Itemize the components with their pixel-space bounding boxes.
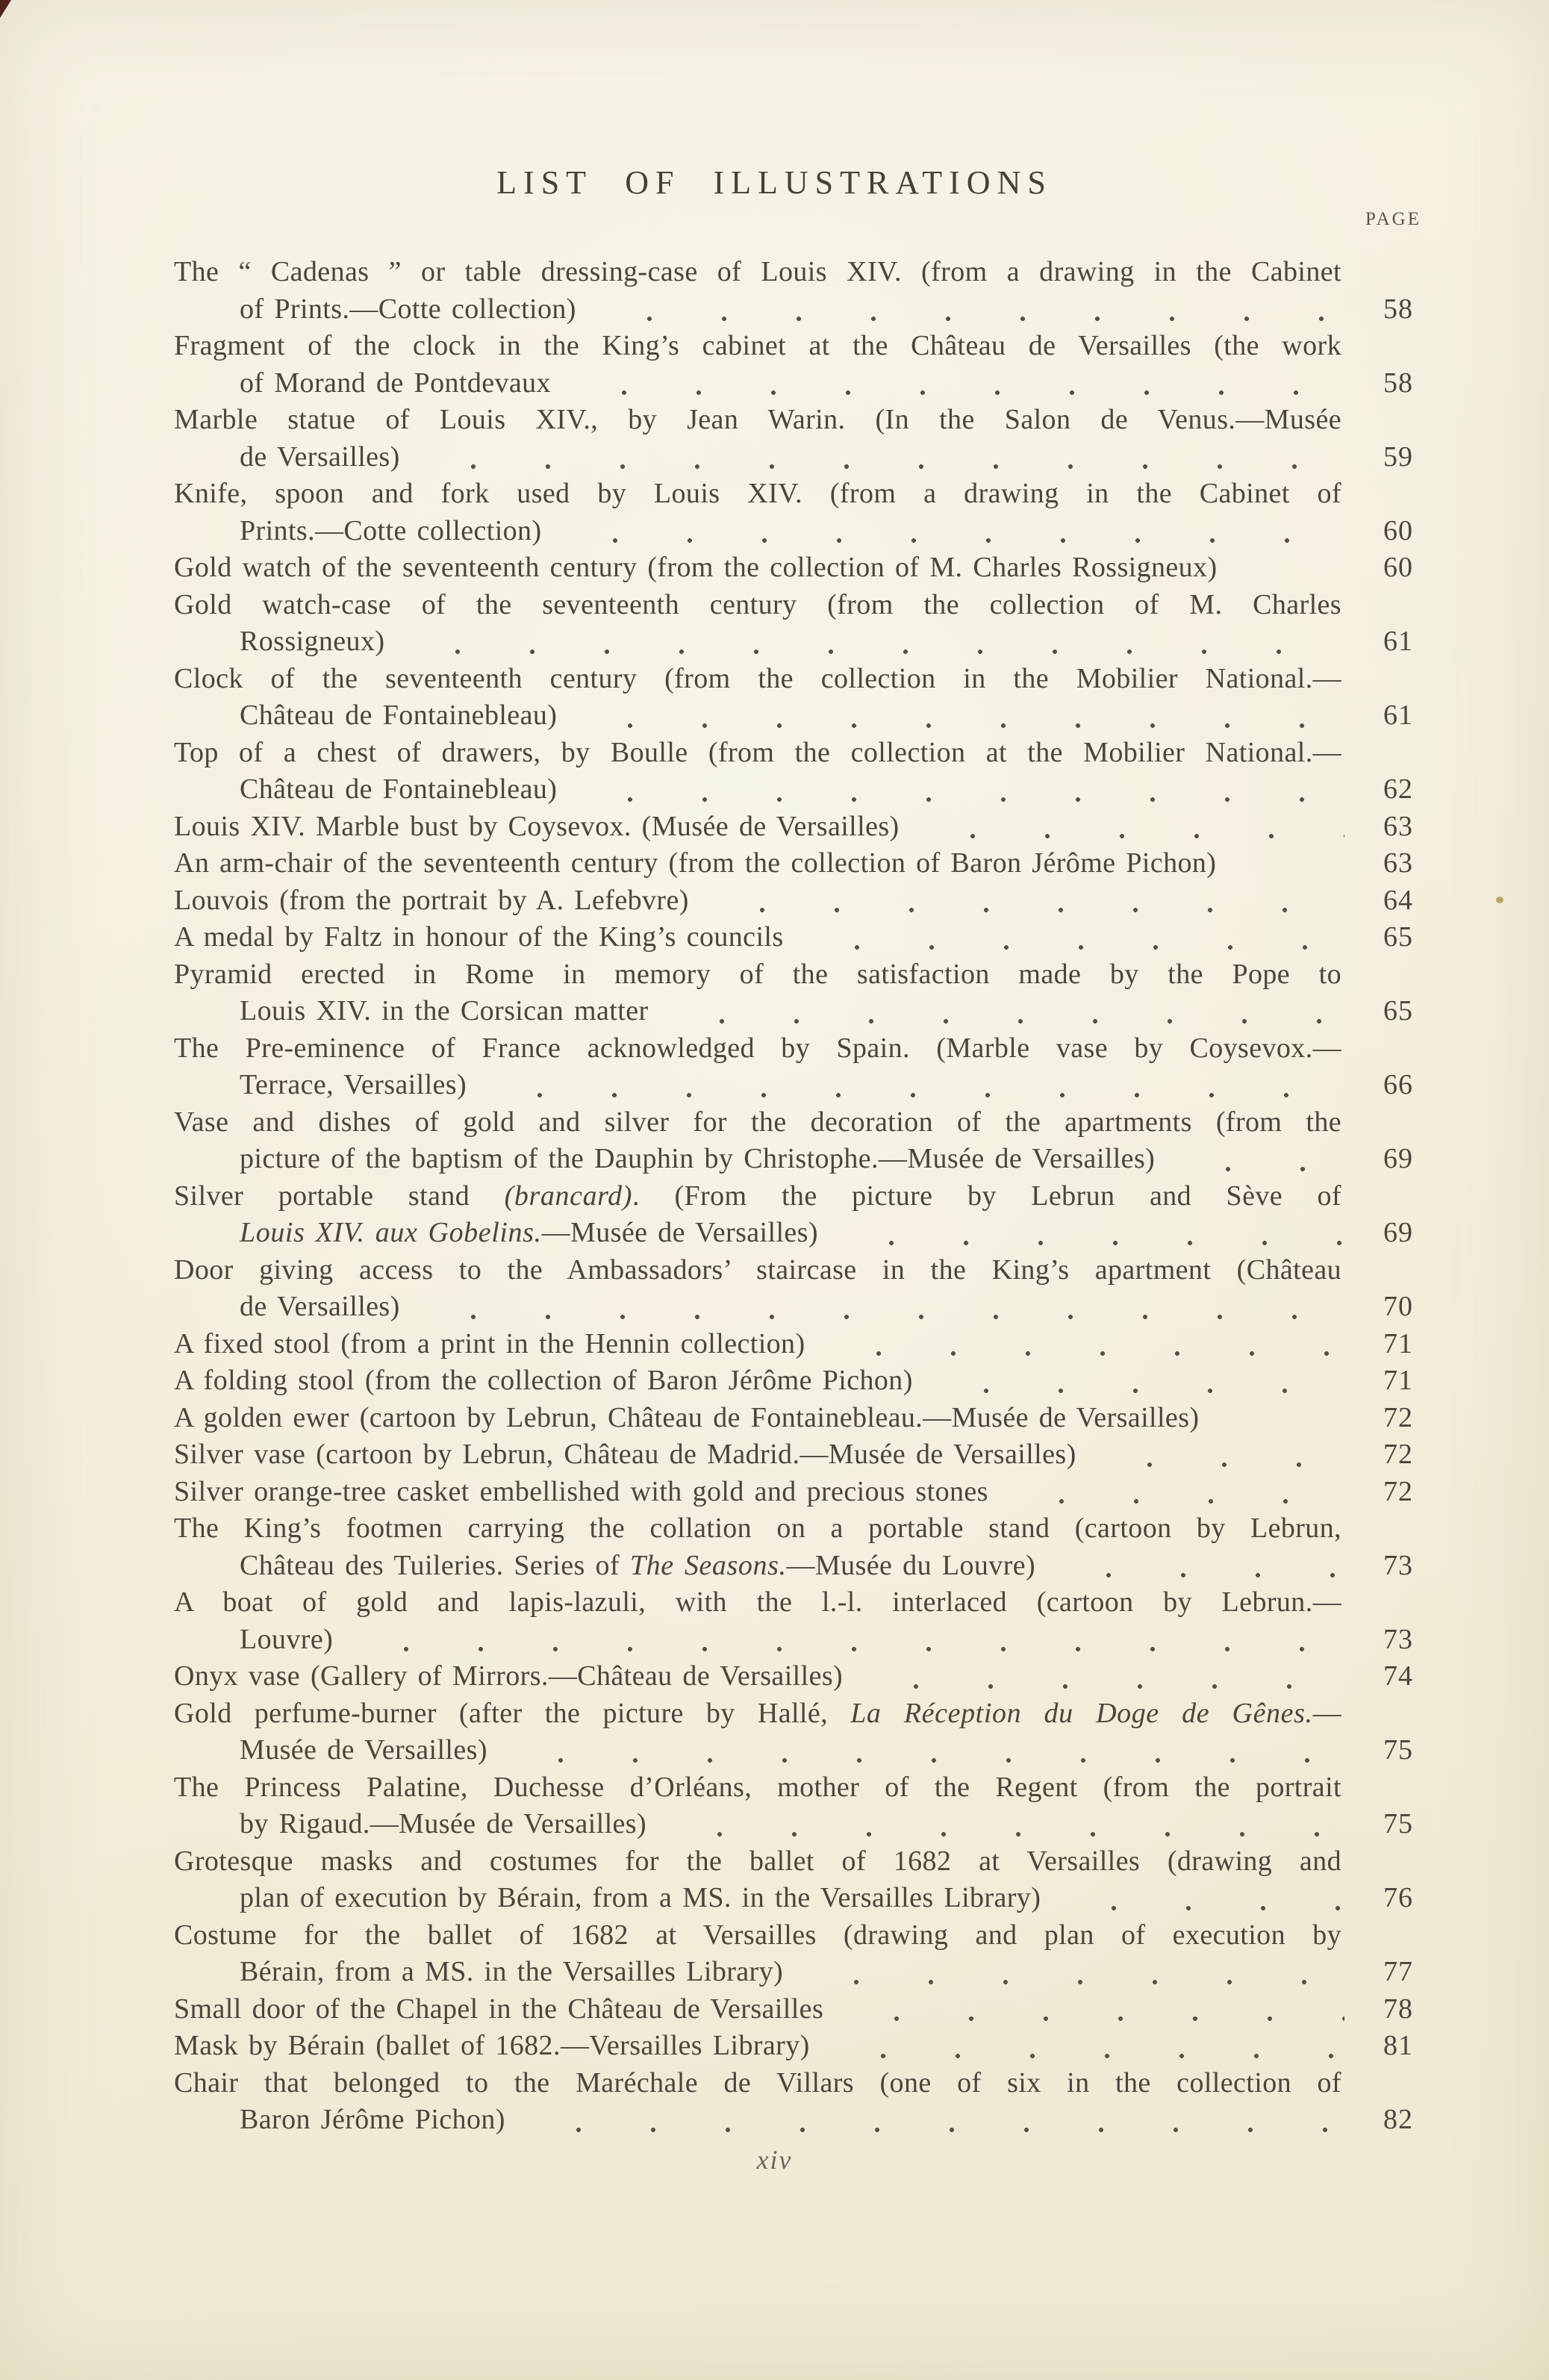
toc-entry-line bbox=[174, 402, 1413, 439]
dot-leader bbox=[826, 1326, 1344, 1363]
entry-text-segment: Louvois (from the portrait by A. Lefebvre) bbox=[174, 884, 689, 916]
dot-leader bbox=[1097, 1436, 1344, 1474]
entry-text-segment: Baron Jérôme Pichon) bbox=[240, 2104, 505, 2135]
toc-entry-line bbox=[174, 1215, 1413, 1252]
page-number: 61 bbox=[1383, 700, 1413, 731]
dot-leader bbox=[1237, 845, 1344, 882]
entry-text bbox=[240, 771, 557, 809]
entry-text bbox=[240, 1806, 646, 1843]
page-number: 71 bbox=[1383, 1365, 1413, 1396]
dot-leader bbox=[864, 1658, 1344, 1695]
entry-text-segment: Terrace, Versailles) bbox=[240, 1069, 467, 1100]
toc-entry-line bbox=[174, 1769, 1413, 1807]
entry-text-segment: The Princess Palatine, Duchesse d’Orléans, mother of the Regent (from the portrait bbox=[174, 1771, 1341, 1803]
entry-text-segment: Gold watch of the seventeenth century (from the collection of M. Charles Rossigneux) bbox=[174, 552, 1218, 583]
page-number: 58 bbox=[1383, 367, 1413, 399]
page-number: 75 bbox=[1383, 1734, 1413, 1766]
entry-text-segment: The King’s footmen carrying the collation on a portable stand (cartoon by Lebrun, bbox=[174, 1513, 1341, 1544]
entry-text bbox=[240, 291, 576, 328]
entry-text bbox=[240, 365, 551, 402]
dot-leader bbox=[563, 513, 1344, 550]
entry-text bbox=[174, 1919, 1341, 1951]
entry-text-segment: Louvre) bbox=[240, 1623, 334, 1655]
entry-text bbox=[174, 845, 1216, 882]
entry-text bbox=[240, 1732, 487, 1769]
entry-text-segment: Silver vase (cartoon by Lebrun, Château de Madrid.—Musée de Versailles) bbox=[174, 1439, 1076, 1470]
entry-text bbox=[174, 1474, 988, 1511]
entry-text-segment: Louis XIV. Marble bust by Coysevox. (Musée de Versailles) bbox=[174, 810, 900, 842]
dot-leader bbox=[526, 2102, 1344, 2139]
toc-entry-line bbox=[174, 809, 1413, 846]
entry-text-segment: Clock of the seventeenth century (from the collection in the Mobilier National.— bbox=[174, 662, 1341, 694]
dot-leader bbox=[804, 1954, 1344, 1991]
page-number: 76 bbox=[1383, 1882, 1413, 1913]
dot-leader bbox=[1062, 1880, 1344, 1917]
entry-text bbox=[174, 256, 1341, 287]
toc-entry-line bbox=[174, 845, 1413, 882]
toc-entry-line bbox=[174, 1880, 1413, 1917]
toc-entry-line bbox=[174, 1917, 1413, 1954]
entry-text bbox=[174, 1772, 1341, 1803]
toc-entry-line bbox=[174, 1436, 1413, 1474]
entry-text bbox=[174, 1032, 1341, 1064]
page-number: 69 bbox=[1383, 1217, 1413, 1248]
toc-entry-line bbox=[174, 1584, 1413, 1622]
dot-leader bbox=[667, 1806, 1344, 1843]
entry-text bbox=[174, 404, 1341, 435]
toc-entry-line bbox=[174, 1954, 1413, 1991]
toc-entry-line bbox=[174, 1695, 1413, 1733]
page-number: 73 bbox=[1383, 1623, 1413, 1655]
dot-leader bbox=[831, 2028, 1344, 2065]
dot-leader bbox=[508, 1732, 1344, 1769]
entry-text bbox=[174, 1362, 913, 1400]
toc-entry-line bbox=[174, 2065, 1413, 2102]
entry-text-segment: Château de Fontainebleau) bbox=[240, 700, 558, 731]
page-number: 82 bbox=[1383, 2104, 1413, 2135]
entry-text bbox=[240, 2102, 505, 2139]
page-number: 58 bbox=[1383, 293, 1413, 325]
dot-leader bbox=[839, 1215, 1344, 1252]
toc-entry-line bbox=[174, 587, 1413, 624]
entry-text bbox=[174, 1400, 1199, 1437]
entry-text bbox=[174, 1658, 843, 1695]
page-number: 77 bbox=[1383, 1956, 1413, 1987]
entry-text bbox=[174, 589, 1341, 620]
dot-leader bbox=[1220, 1400, 1344, 1437]
entry-text-segment: — bbox=[1312, 1697, 1341, 1729]
entry-text bbox=[240, 623, 384, 661]
entry-text bbox=[174, 1180, 1341, 1212]
entry-text-segment: The “ Cadenas ” or table dressing-case of Louis XIV. (from a drawing in the Cabinet bbox=[174, 256, 1341, 287]
entry-text bbox=[240, 439, 400, 476]
toc-entry-line bbox=[174, 993, 1413, 1030]
toc-entry-line bbox=[174, 328, 1413, 365]
entry-text-segment: Prints.—Cotte collection) bbox=[240, 514, 542, 546]
dot-leader bbox=[1238, 549, 1344, 587]
entry-text bbox=[174, 882, 689, 920]
toc-entry-line bbox=[174, 1030, 1413, 1068]
dot-leader bbox=[487, 1067, 1344, 1104]
entry-text-segment: Gold watch-case of the seventeenth century (from the collection of M. Charles bbox=[174, 588, 1341, 620]
toc-entry-line bbox=[174, 771, 1413, 809]
entry-text-segment: Pyramid erected in Rome in memory of the satisfaction made by the Pope to bbox=[174, 958, 1341, 990]
entry-text-segment: Grotesque masks and costumes for the ballet of 1682 at Versailles (drawing and bbox=[174, 1845, 1341, 1877]
entry-text-segment: Fragment of the clock in the King’s cabinet at the Château de Versailles (the work bbox=[174, 330, 1341, 361]
toc-entry-line bbox=[174, 697, 1413, 735]
dot-leader bbox=[920, 809, 1344, 846]
toc-entry-line bbox=[174, 956, 1413, 994]
dot-leader bbox=[844, 1991, 1344, 2028]
page-number: 73 bbox=[1383, 1549, 1413, 1581]
entry-text bbox=[174, 1586, 1341, 1618]
dot-leader bbox=[421, 439, 1344, 476]
toc-entry-line bbox=[174, 882, 1413, 920]
toc-entry-line bbox=[174, 1510, 1413, 1548]
entry-text bbox=[174, 478, 1341, 509]
page-number: 61 bbox=[1383, 626, 1413, 657]
entry-text bbox=[174, 1698, 1341, 1729]
toc-entry-line bbox=[174, 1400, 1413, 1437]
dot-leader bbox=[1056, 1548, 1344, 1585]
page-number: 63 bbox=[1383, 810, 1413, 842]
page-column-label: PAGE bbox=[1365, 209, 1421, 229]
toc-entry-line bbox=[174, 1991, 1413, 2028]
entry-text-segment: —Musée de Versailles) bbox=[541, 1217, 818, 1248]
toc-entry-line bbox=[174, 1178, 1413, 1215]
page-number: 69 bbox=[1383, 1143, 1413, 1174]
entry-text-segment: Château de Fontainebleau) bbox=[240, 773, 558, 805]
dot-leader bbox=[421, 1289, 1344, 1326]
entry-text-segment: Chair that belonged to the Maréchale de Villars (one of six in the collection of bbox=[174, 2066, 1341, 2099]
entry-text bbox=[174, 1254, 1341, 1286]
page-number: 65 bbox=[1383, 995, 1413, 1027]
dot-leader bbox=[1176, 1141, 1344, 1178]
toc-entry-line bbox=[174, 2028, 1413, 2065]
entry-text-segment: Knife, spoon and fork used by Louis XIV. (from a drawing in the Cabinet of bbox=[174, 478, 1341, 509]
toc-entry-line bbox=[174, 1252, 1413, 1289]
toc-entry-line bbox=[174, 1732, 1413, 1769]
dot-leader bbox=[1009, 1474, 1344, 1511]
toc-entry-line bbox=[174, 1067, 1413, 1104]
entry-text-segment: of Prints.—Cotte collection) bbox=[240, 293, 576, 325]
dot-leader bbox=[578, 771, 1344, 809]
dot-leader bbox=[405, 623, 1344, 661]
entry-text bbox=[174, 1513, 1341, 1544]
dot-leader bbox=[805, 919, 1344, 956]
entry-text-segment: Top of a chest of drawers, by Boulle (from the collection at the Mobilier National.— bbox=[174, 736, 1341, 768]
page-number: 75 bbox=[1383, 1808, 1413, 1839]
entry-text-italic: La Réception du Doge de Gênes. bbox=[850, 1697, 1313, 1729]
entry-text-segment: An arm-chair of the seventeenth century (from the collection of Baron Jérôme Pichon) bbox=[174, 847, 1217, 879]
toc-entry-line bbox=[174, 1658, 1413, 1695]
toc-entry-line bbox=[174, 1326, 1413, 1363]
entry-text bbox=[240, 697, 557, 735]
entry-text bbox=[240, 1880, 1041, 1917]
entry-text bbox=[174, 737, 1341, 768]
toc-entry-line bbox=[174, 476, 1413, 513]
dot-leader bbox=[934, 1362, 1344, 1400]
toc-entry-line bbox=[174, 1141, 1413, 1178]
entry-text bbox=[240, 1289, 400, 1326]
entry-text-segment: Door giving access to the Ambassadors’ staircase in the King’s apartment (Château bbox=[174, 1253, 1341, 1286]
entry-text-italic: The Seasons. bbox=[629, 1549, 787, 1581]
dot-leader bbox=[710, 882, 1344, 920]
toc-entry-line bbox=[174, 661, 1413, 698]
entry-text-segment: of Morand de Pontdevaux bbox=[240, 367, 551, 399]
toc-entry-line bbox=[174, 439, 1413, 476]
entry-text bbox=[240, 993, 649, 1030]
entry-text bbox=[174, 330, 1341, 361]
illustrations-list bbox=[174, 254, 1413, 2139]
page-number: 64 bbox=[1383, 884, 1413, 916]
binding-corner-mark bbox=[0, 0, 11, 18]
entry-text-segment: Château des Tuileries. Series of bbox=[240, 1549, 630, 1581]
entry-text bbox=[240, 1215, 818, 1252]
page-number: 70 bbox=[1383, 1291, 1413, 1322]
dot-leader bbox=[572, 365, 1344, 402]
entry-text bbox=[174, 919, 784, 956]
page-number: 60 bbox=[1383, 552, 1413, 583]
entry-text bbox=[174, 1845, 1341, 1877]
entry-text bbox=[174, 1991, 823, 2028]
toc-entry-line bbox=[174, 1362, 1413, 1400]
toc-entry-line bbox=[174, 365, 1413, 402]
entry-text-segment: de Versailles) bbox=[240, 440, 400, 473]
dot-leader bbox=[578, 697, 1344, 735]
entry-text-segment: Marble statue of Louis XIV., by Jean Warin. (In the Salon de Venus.—Musée bbox=[174, 404, 1341, 435]
toc-entry-line bbox=[174, 513, 1413, 550]
entry-text-segment: Small door of the Chapel in the Château de Versailles bbox=[174, 1993, 824, 2025]
entry-text-segment: plan of execution by Bérain, from a MS. in the Versailles Library) bbox=[240, 1882, 1041, 1913]
entry-text-segment: A medal by Faltz in honour of the King’s councils bbox=[174, 921, 784, 953]
entry-text bbox=[240, 1548, 1035, 1585]
entry-text-segment: A boat of gold and lapis-lazuli, with the l.-l. interlaced (cartoon by Lebrun.— bbox=[174, 1586, 1341, 1618]
entry-text bbox=[174, 2028, 810, 2065]
entry-text-segment: Onyx vase (Gallery of Mirrors.—Château de Versailles) bbox=[174, 1660, 844, 1692]
entry-text-segment: Bérain, from a MS. in the Versailles Library) bbox=[240, 1956, 784, 1987]
entry-text-italic: Louis XIV. aux Gobelins. bbox=[240, 1217, 542, 1248]
toc-entry-line bbox=[174, 735, 1413, 772]
toc-entry-line bbox=[174, 291, 1413, 328]
entry-text-segment: A fixed stool (from a print in the Hennin collection) bbox=[174, 1327, 805, 1359]
entry-text-segment: Costume for the ballet of 1682 at Versailles (drawing and plan of execution by bbox=[174, 1919, 1341, 1951]
entry-text-segment: Musée de Versailles) bbox=[240, 1734, 487, 1766]
toc-entry-line bbox=[174, 1104, 1413, 1141]
toc-entry-line bbox=[174, 919, 1413, 956]
toc-entry-line bbox=[174, 1289, 1413, 1326]
toc-entry-line bbox=[174, 1806, 1413, 1843]
entry-text-segment: . (From the picture by Lebrun and Sève of bbox=[632, 1180, 1341, 1212]
entry-text-segment: A golden ewer (cartoon by Lebrun, Château de Fontainebleau.—Musée de Versailles) bbox=[174, 1401, 1200, 1433]
toc-entry-line bbox=[174, 1622, 1413, 1659]
page-number: 66 bbox=[1383, 1069, 1413, 1100]
paper-foxing-speck bbox=[1496, 897, 1503, 903]
entry-text bbox=[240, 1954, 783, 1991]
page-number: 65 bbox=[1383, 921, 1413, 953]
entry-text bbox=[174, 1326, 805, 1363]
entry-text bbox=[174, 809, 900, 846]
page-number: 72 bbox=[1383, 1401, 1413, 1433]
entry-text bbox=[174, 663, 1341, 694]
entry-text bbox=[174, 1106, 1341, 1138]
toc-entry-line bbox=[174, 1548, 1413, 1585]
entry-text-segment: A folding stool (from the collection of Baron Jérôme Pichon) bbox=[174, 1365, 913, 1396]
entry-text-segment: picture of the baptism of the Dauphin by Christophe.—Musée de Versailles) bbox=[240, 1143, 1156, 1174]
page-number: 59 bbox=[1383, 440, 1413, 473]
entry-text-italic: (brancard) bbox=[504, 1180, 633, 1212]
page-number: 72 bbox=[1383, 1475, 1413, 1507]
entry-text-segment: The Pre-eminence of France acknowledged by Spain. (Marble vase by Coysevox.— bbox=[174, 1032, 1341, 1064]
page-number: 72 bbox=[1383, 1439, 1413, 1470]
entry-text-segment: Gold perfume-burner (after the picture by Hallé, bbox=[174, 1697, 851, 1729]
entry-text bbox=[174, 549, 1218, 587]
dot-leader bbox=[597, 291, 1344, 328]
toc-entry-line bbox=[174, 549, 1413, 587]
entry-text-segment: —Musée du Louvre) bbox=[786, 1549, 1036, 1581]
page-number: 74 bbox=[1383, 1660, 1413, 1692]
entry-text-segment: Rossigneux) bbox=[240, 626, 385, 657]
entry-text-segment: de Versailles) bbox=[240, 1291, 400, 1322]
entry-text bbox=[174, 959, 1341, 990]
toc-entry-line bbox=[174, 2102, 1413, 2139]
entry-text-segment: Vase and dishes of gold and silver for the decoration of the apartments (from the bbox=[174, 1106, 1341, 1138]
entry-text bbox=[240, 1141, 1155, 1178]
toc-entry-line bbox=[174, 1843, 1413, 1881]
dot-leader bbox=[670, 993, 1344, 1030]
entry-text bbox=[240, 513, 542, 550]
folio-number: xiv bbox=[756, 2145, 793, 2175]
entry-text-segment: by Rigaud.—Musée de Versailles) bbox=[240, 1808, 647, 1839]
entry-text-segment: Louis XIV. in the Corsican matter bbox=[240, 995, 649, 1027]
page-number: 81 bbox=[1383, 2030, 1413, 2061]
toc-entry-line bbox=[174, 1474, 1413, 1511]
page-number: 78 bbox=[1383, 1993, 1413, 2025]
entry-text-segment: Silver portable stand bbox=[174, 1180, 505, 1212]
dot-leader bbox=[354, 1622, 1344, 1659]
entry-text bbox=[240, 1067, 467, 1104]
toc-entry-line bbox=[174, 254, 1413, 291]
entry-text-segment: Mask by Bérain (ballet of 1682.—Versailles Library) bbox=[174, 2030, 810, 2061]
entry-text bbox=[174, 2067, 1341, 2099]
entry-text bbox=[174, 1436, 1076, 1474]
page-title: LIST OF ILLUSTRATIONS bbox=[496, 164, 1053, 201]
page-number: 63 bbox=[1383, 847, 1413, 879]
page-number: 60 bbox=[1383, 514, 1413, 546]
page-number: 62 bbox=[1383, 773, 1413, 805]
page-number: 71 bbox=[1383, 1327, 1413, 1359]
toc-entry-line bbox=[174, 623, 1413, 661]
entry-text-segment: Silver orange-tree casket embellished with gold and precious stones bbox=[174, 1475, 988, 1507]
entry-text bbox=[240, 1622, 333, 1659]
